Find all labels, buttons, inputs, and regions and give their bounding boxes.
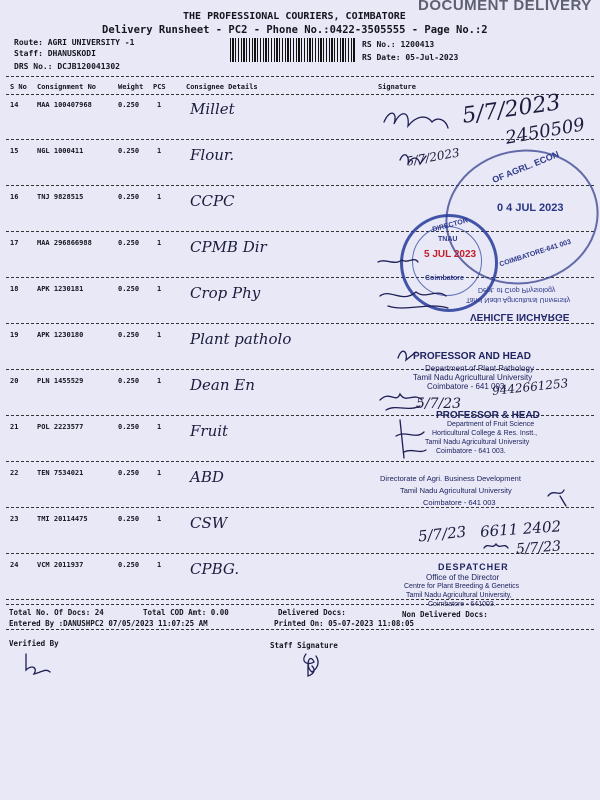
- cell-sno: 20: [10, 377, 19, 385]
- consignee-handwritten: CPBG.: [190, 560, 240, 578]
- sig-22-scribble: [548, 490, 566, 506]
- consignee-handwritten: Crop Phy: [190, 284, 261, 302]
- cell-sno: 21: [10, 423, 19, 431]
- cell-cons: APK 1230180: [37, 331, 84, 339]
- cell-pcs: 1: [157, 101, 162, 109]
- entered-by: Entered By :DANUSHPC2 07/05/2023 11:07:25 AM: [9, 619, 208, 628]
- sig-23-date: 5/7/23: [417, 522, 468, 546]
- runsheet-title: Delivery Runsheet - PC2 - Phone No.:0422-3505555 - Page No.:2: [102, 24, 488, 36]
- cell-sno: 17: [10, 239, 19, 247]
- consignee-handwritten: CCPC: [190, 192, 235, 210]
- cell-cons: NGL 1000411: [37, 147, 84, 155]
- fruit-stamp-line3: Horticultural College & Res. Instt.,: [432, 430, 538, 437]
- vehicle-incharge-stamp: VEHICLE INCHARGE: [470, 311, 570, 322]
- agri-econ-stamp-text: OF AGRL. ECON: [490, 149, 561, 185]
- sig-23-date-2: 5/7/23: [515, 538, 562, 558]
- staff-signature: Staff Signature: [270, 641, 338, 650]
- director-stamp-title: DIRECTOR: [431, 217, 469, 234]
- plant-patho-stamp-line2: Department of Plant Pathology: [425, 364, 534, 373]
- cell-cons: TNJ 9828515: [37, 193, 84, 201]
- despatcher-stamp-line2: Office of the Director: [426, 573, 500, 582]
- row-separator: [6, 323, 594, 324]
- footer-rule-bottom: [6, 629, 594, 630]
- cell-sno: 22: [10, 469, 19, 477]
- consignee-handwritten: CPMB Dir: [190, 238, 267, 256]
- consignee-handwritten: Dean En: [190, 376, 255, 394]
- staff-label: Staff: DHANUSKODI: [14, 49, 96, 58]
- sig-14-number: 2450509: [503, 114, 587, 149]
- header-rule-bottom: [6, 94, 594, 95]
- watermark-document-delivery: DOCUMENT DELIVERY: [418, 0, 592, 14]
- cell-sno: 24: [10, 561, 19, 569]
- staff-sig-scribble: [304, 654, 318, 676]
- cell-sno: 14: [10, 101, 19, 109]
- cell-sno: 18: [10, 285, 19, 293]
- col-sno: S No: [10, 83, 27, 91]
- verified-sig-scribble: [26, 654, 50, 674]
- cell-weight: 0.250: [118, 101, 140, 109]
- abd-stamp-line3: Coimbatore - 641 003: [423, 498, 496, 507]
- abd-stamp-line1: Directorate of Agri. Business Development: [380, 474, 521, 483]
- col-consignment: Consignment No: [37, 83, 97, 91]
- cell-cons: APK 1230181: [37, 285, 84, 293]
- despatcher-stamp-line1: DESPATCHER: [438, 562, 509, 572]
- cell-pcs: 1: [157, 515, 162, 523]
- cell-pcs: 1: [157, 561, 162, 569]
- despatcher-stamp-line5: Coimbatore - 641003.: [428, 601, 496, 608]
- cell-cons: TEN 7534021: [37, 469, 84, 477]
- director-stamp-tnau: TNAU: [438, 236, 458, 243]
- cell-pcs: 1: [157, 239, 162, 247]
- footer-rule: [6, 604, 594, 605]
- crop-phy-stamp-line1: Dept. of Crop Physiology: [478, 286, 556, 293]
- fruit-stamp-line2: Department of Fruit Science: [447, 421, 535, 428]
- consignee-handwritten: Fruit: [190, 422, 229, 440]
- cell-weight: 0.250: [118, 423, 140, 431]
- cell-pcs: 1: [157, 423, 162, 431]
- cell-weight: 0.250: [118, 193, 140, 201]
- col-weight: Weight: [118, 83, 144, 91]
- plant-patho-stamp-line1: PROFESSOR AND HEAD: [413, 351, 531, 362]
- sig-24-scribble: [484, 544, 508, 548]
- fruit-stamp-line4: Tamil Nadu Agricultural University: [425, 439, 530, 446]
- non-delivered-docs: Non Delivered Docs:: [402, 610, 488, 619]
- cell-sno: 23: [10, 515, 19, 523]
- cell-weight: 0.250: [118, 239, 140, 247]
- rs-number: RS No.: 1200413: [362, 40, 435, 49]
- row-separator: [6, 507, 594, 508]
- fruit-stamp-line5: Coimbatore - 641 003.: [436, 448, 506, 455]
- cell-weight: 0.250: [118, 469, 140, 477]
- cell-pcs: 1: [157, 331, 162, 339]
- fruit-stamp-line1: PROFESSOR & HEAD: [436, 410, 540, 421]
- total-cod: Total COD Amt: 0.00: [143, 608, 229, 617]
- col-signature: Signature: [378, 83, 416, 91]
- col-pcs: PCS: [153, 83, 166, 91]
- consignee-handwritten: CSW: [190, 514, 228, 532]
- sig-20-phone: 9442661253: [491, 376, 569, 398]
- crop-phy-stamp-line2: Tamil Nadu Agricultural University: [466, 296, 571, 303]
- consignee-handwritten: Plant patholo: [190, 330, 292, 348]
- company-title: THE PROFESSIONAL COURIERS, COIMBATORE: [183, 11, 406, 22]
- director-stamp-city: Coimbatore: [425, 275, 464, 282]
- sig-21-scribble: [396, 420, 426, 458]
- consignee-handwritten: Flour.: [190, 146, 235, 164]
- row-separator: [6, 599, 594, 600]
- abd-stamp-line2: Tamil Nadu Agricultural University: [400, 486, 512, 495]
- printed-on: Printed On: 05-07-2023 11:08:05: [274, 619, 414, 628]
- sig-23-number: 6611 2402: [479, 517, 562, 541]
- barcode: [230, 38, 356, 62]
- cell-pcs: 1: [157, 193, 162, 201]
- cell-pcs: 1: [157, 285, 162, 293]
- delivered-docs: Delivered Docs:: [278, 608, 346, 617]
- consignee-handwritten: ABD: [190, 468, 224, 486]
- cell-cons: MAA 296866988: [37, 239, 92, 247]
- cell-weight: 0.250: [118, 561, 140, 569]
- cell-cons: MAA 100407968: [37, 101, 92, 109]
- header-rule-top: [6, 76, 594, 77]
- cell-weight: 0.250: [118, 515, 140, 523]
- cell-pcs: 1: [157, 377, 162, 385]
- verified-by: Verified By: [9, 639, 59, 648]
- total-docs: Total No. Of Docs: 24: [9, 608, 104, 617]
- sig-14-scribble: [384, 113, 448, 128]
- drs-number: DRS No.: DCJB120041302: [14, 62, 120, 71]
- cell-weight: 0.250: [118, 147, 140, 155]
- cell-sno: 15: [10, 147, 19, 155]
- cell-weight: 0.250: [118, 377, 140, 385]
- cell-pcs: 1: [157, 147, 162, 155]
- director-stamp-date: 5 JUL 2023: [424, 249, 477, 260]
- rs-date: RS Date: 05-Jul-2023: [362, 53, 459, 62]
- col-consignee: Consignee Details: [186, 83, 258, 91]
- plant-patho-stamp-line3: Tamil Nadu Agricultural University: [413, 373, 533, 382]
- row-separator: [6, 553, 594, 554]
- row-separator: [6, 461, 594, 462]
- cell-cons: TMI 20114475: [37, 515, 88, 523]
- plant-patho-stamp-line4: Coimbatore - 641 003.: [427, 382, 507, 391]
- agri-econ-stamp-city: COIMBATORE-641 003: [498, 238, 573, 269]
- despatcher-stamp-line4: Tamil Nadu Agricultural University,: [406, 592, 512, 599]
- agri-econ-stamp-date: 0 4 JUL 2023: [497, 202, 564, 214]
- cell-cons: POL 2223577: [37, 423, 84, 431]
- sig-20-date: 5/7/23: [416, 396, 462, 412]
- despatcher-stamp-line3: Centre for Plant Breeding & Genetics: [404, 583, 520, 590]
- cell-cons: VCM 2011937: [37, 561, 84, 569]
- sig-15-date: 5/7/2023: [405, 145, 461, 169]
- cell-sno: 16: [10, 193, 19, 201]
- cell-pcs: 1: [157, 469, 162, 477]
- sig-14-date: 5/7/2023: [460, 90, 563, 129]
- consignee-handwritten: Millet: [190, 100, 235, 118]
- cell-cons: PLN 1455529: [37, 377, 84, 385]
- route-label: Route: AGRI UNIVERSITY -1: [14, 38, 135, 47]
- cell-weight: 0.250: [118, 331, 140, 339]
- cell-weight: 0.250: [118, 285, 140, 293]
- cell-sno: 19: [10, 331, 19, 339]
